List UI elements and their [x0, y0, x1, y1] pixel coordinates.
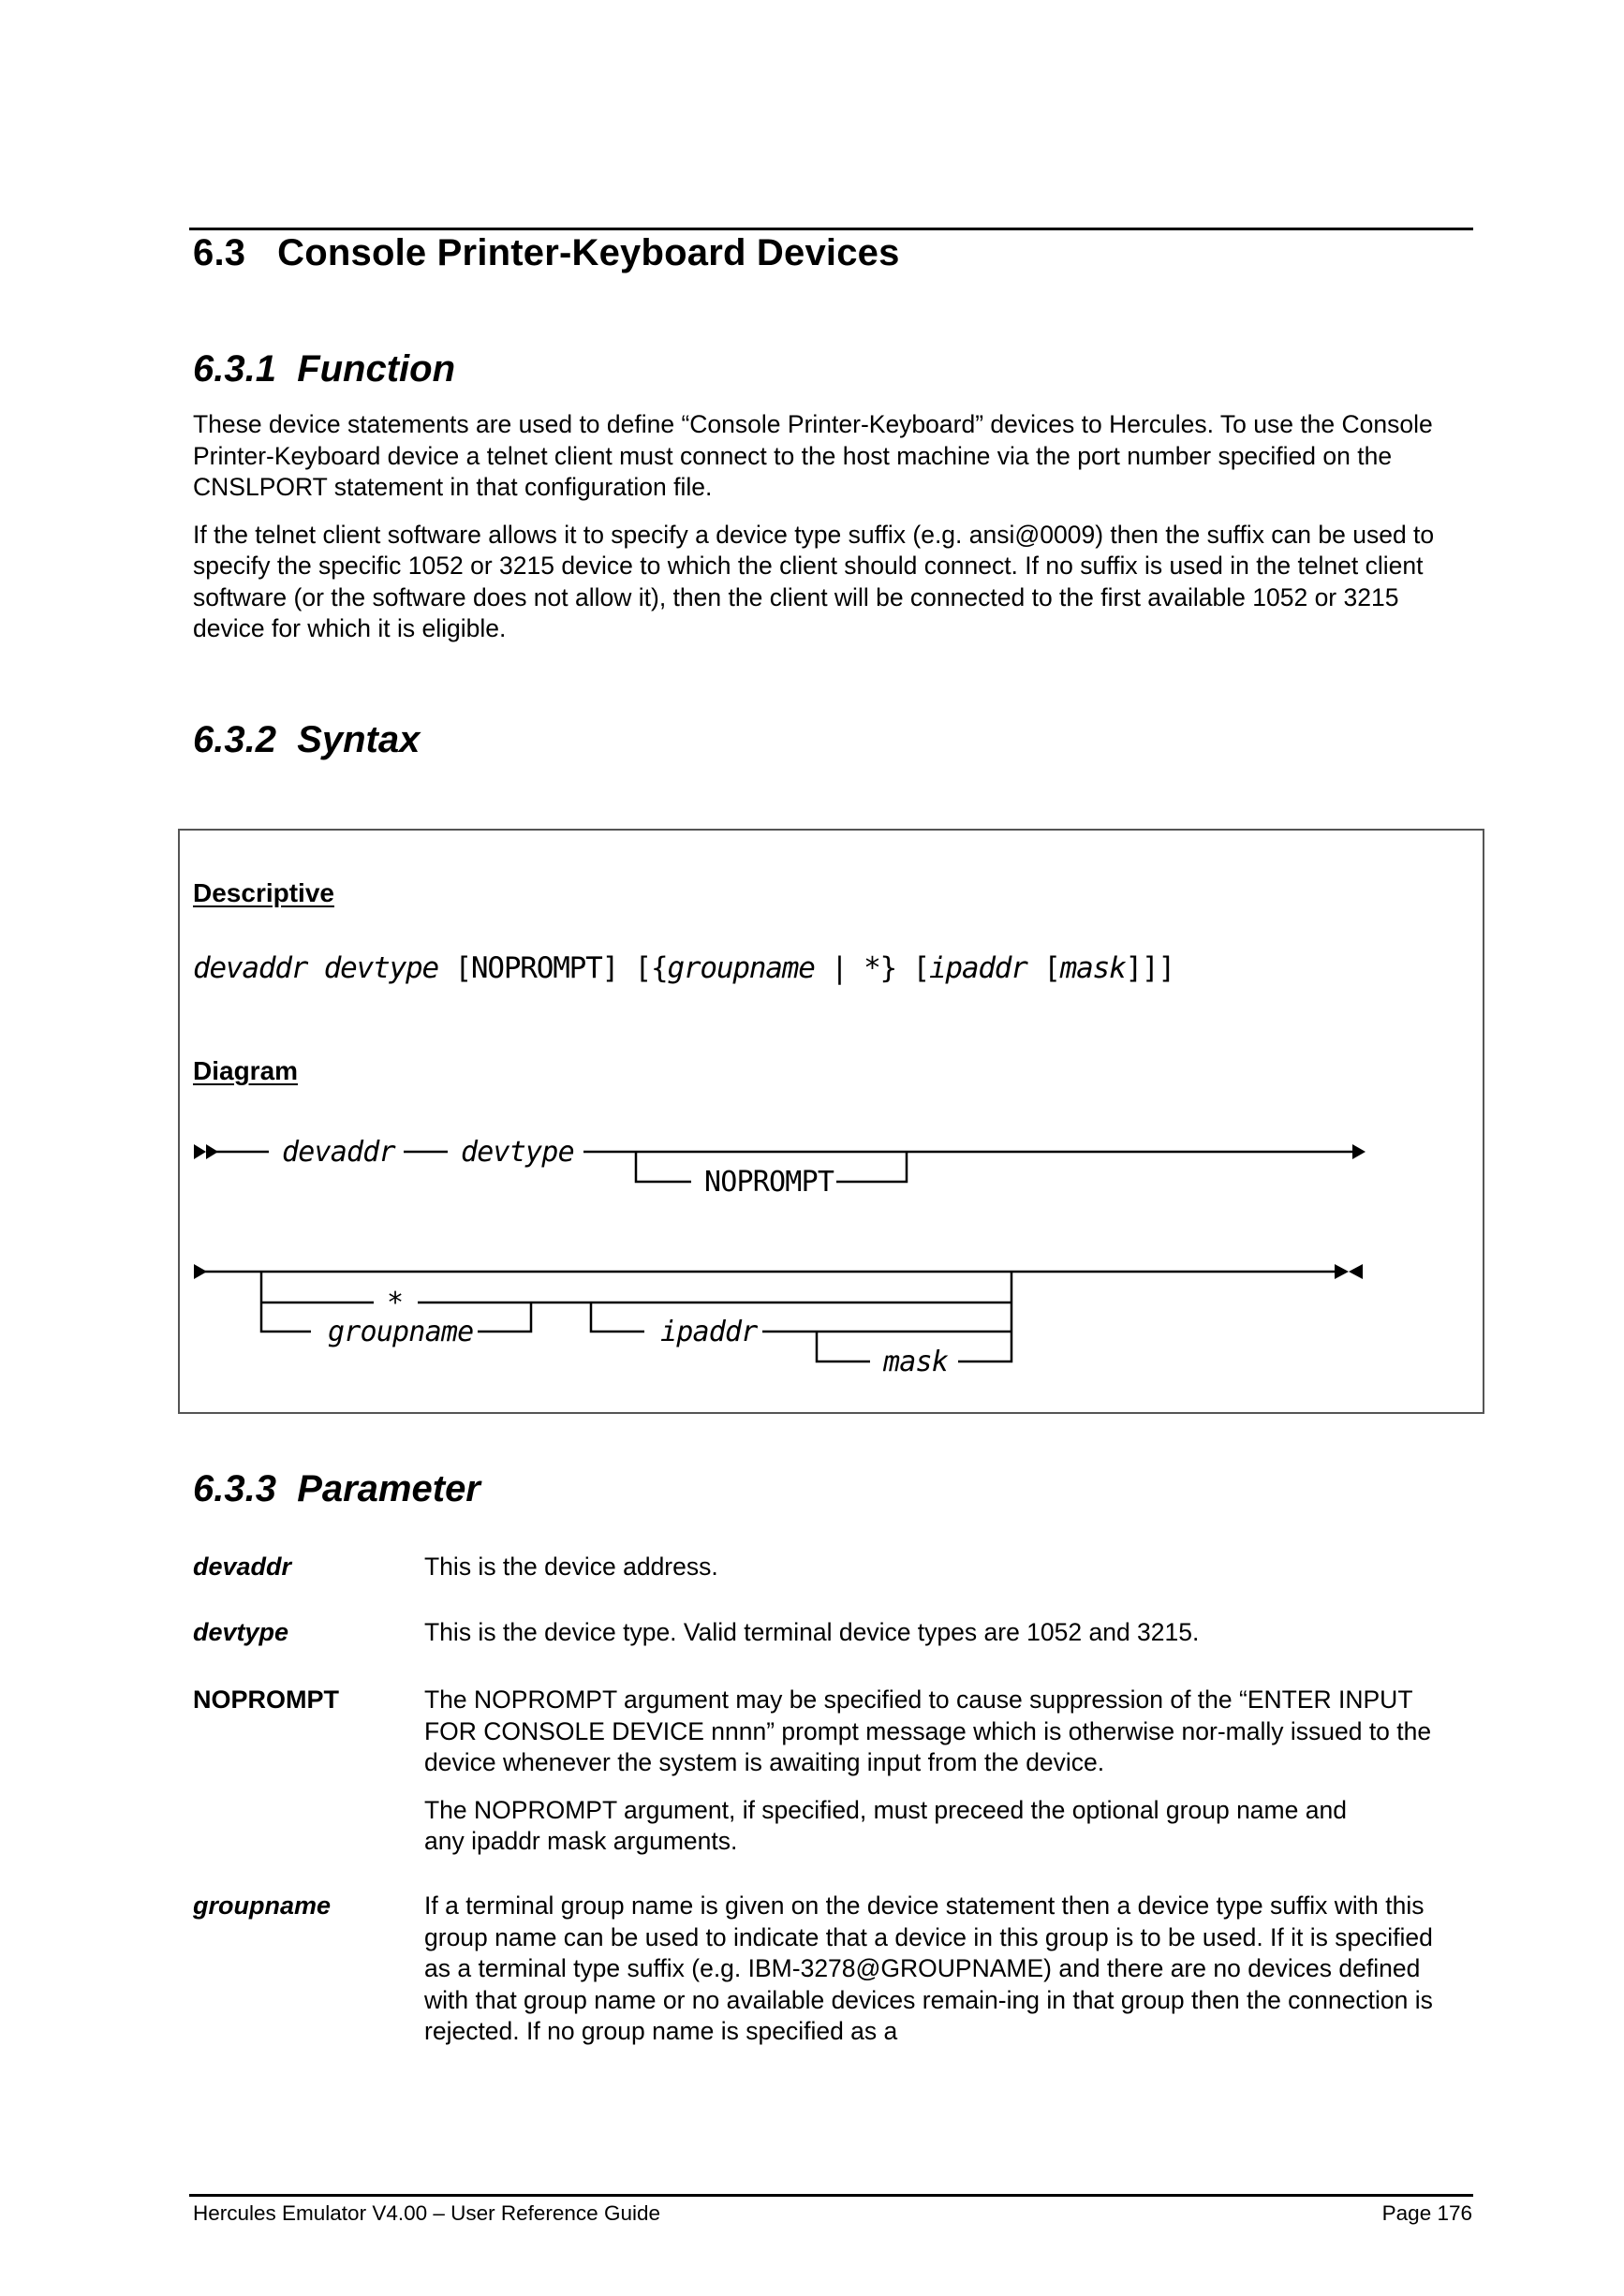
diagram-ipaddr: ipaddr — [660, 1316, 758, 1348]
section-title: Console Printer-Keyboard Devices — [277, 232, 900, 273]
syntax-heading: 6.3.2 Syntax — [193, 719, 421, 760]
param-term-devaddr: devaddr — [193, 1553, 292, 1581]
param-desc-devtype — [424, 1617, 1478, 1665]
descriptive-label: Descriptive — [193, 878, 334, 907]
param-desc-text: The NOPROMPT argument may be specified to cause suppression of the “ENTER INPUT FOR CONSOLE DEVICE nnnn” prompt message which is otherwise nor-mally issued to the device whenever the system is awaiting input from the device. — [424, 1685, 1432, 1776]
diagram-star: * — [387, 1287, 404, 1319]
continue-arrow-icon — [1352, 1144, 1366, 1159]
param-desc-text: This is the device type. Valid terminal device types are 1052 and 3215. — [424, 1618, 1200, 1646]
param-desc-groupname — [424, 1891, 1454, 2064]
syntax-bar: | — [814, 951, 864, 985]
end-arrow-icon — [1349, 1264, 1363, 1279]
diagram-label: Diagram — [193, 1056, 299, 1085]
syntax-bracket: ]]] — [1125, 951, 1174, 985]
param-desc-text: If a terminal group name is given on the device statement then a device type suffix with this group name can be used to indicate that a device in this group is to be used. If it is specified as a terminal type suffix (e.g. IBM-3278@GROUPNAME) and there are no devices defined with that group name or no available devices remain-ing in that group then the connection is rejected. If no group name is specified as a — [424, 1891, 1433, 2045]
syntax-star: *} [ — [864, 951, 929, 985]
diagram-devaddr: devaddr — [282, 1136, 395, 1169]
syntax-bracket: [{ — [634, 951, 668, 985]
syntax-devaddr: devaddr — [193, 951, 308, 985]
diagram-noprompt: NOPROMPT — [704, 1166, 834, 1199]
function-heading: 6.3.1 Function — [193, 348, 456, 390]
section-number: 6.3 — [193, 232, 246, 273]
param-desc-devaddr — [424, 1552, 1478, 1599]
diagram-mask: mask — [883, 1346, 949, 1378]
end-arrow-icon — [1335, 1264, 1349, 1279]
param-term-groupname: groupname — [193, 1891, 332, 1920]
syntax-groupname: groupname — [667, 951, 815, 985]
param-desc-noprompt — [424, 1685, 1464, 1874]
syntax-mask: mask — [1059, 951, 1126, 985]
function-paragraph: If the telnet client software allows it to specify a device type suffix (e.g. ansi@0009) then the suffix can be used to specify the specific 1052 or 3215 device to which the client should connect. If no suffix is used in the telnet client software (or the software does not allow it), then the client will be connected to the first available 1052 or 3215 device for which it is eligible. — [193, 520, 1435, 642]
diagram-devtype: devtype — [461, 1136, 574, 1169]
function-paragraph: These device statements are used to define “Console Printer-Keyboard” devices to Hercules. To use the Console Printer-Keyboard device a telnet client must connect to the host machine via the port number specified on the CNSLPORT statement in that configuration file. — [193, 410, 1433, 501]
start-arrow-icon — [206, 1144, 218, 1159]
start-arrow-icon — [194, 1144, 206, 1159]
footer-page-number: Page 176 — [1381, 2201, 1472, 2225]
syntax-bracket: [ — [1026, 951, 1060, 985]
parameter-heading: 6.3.3 Parameter — [193, 1468, 480, 1509]
syntax-devtype: devtype — [323, 951, 438, 985]
syntax-noprompt: [NOPROMPT] — [454, 951, 619, 985]
param-desc-text: The NOPROMPT argument, if specified, must preceed the optional group name and any ipaddr mask arguments. — [424, 1795, 1347, 1855]
syntax-ipaddr: ipaddr — [928, 951, 1027, 985]
param-term-devtype: devtype — [193, 1618, 289, 1646]
continue-arrow-icon — [194, 1264, 207, 1279]
param-desc-text: This is the device address. — [424, 1553, 718, 1581]
footer-title: Hercules Emulator V4.00 – User Reference Guide — [193, 2201, 660, 2225]
param-term-noprompt: NOPROMPT — [193, 1685, 340, 1714]
footer-rule — [189, 2194, 1473, 2197]
diagram-groupname: groupname — [328, 1316, 474, 1348]
